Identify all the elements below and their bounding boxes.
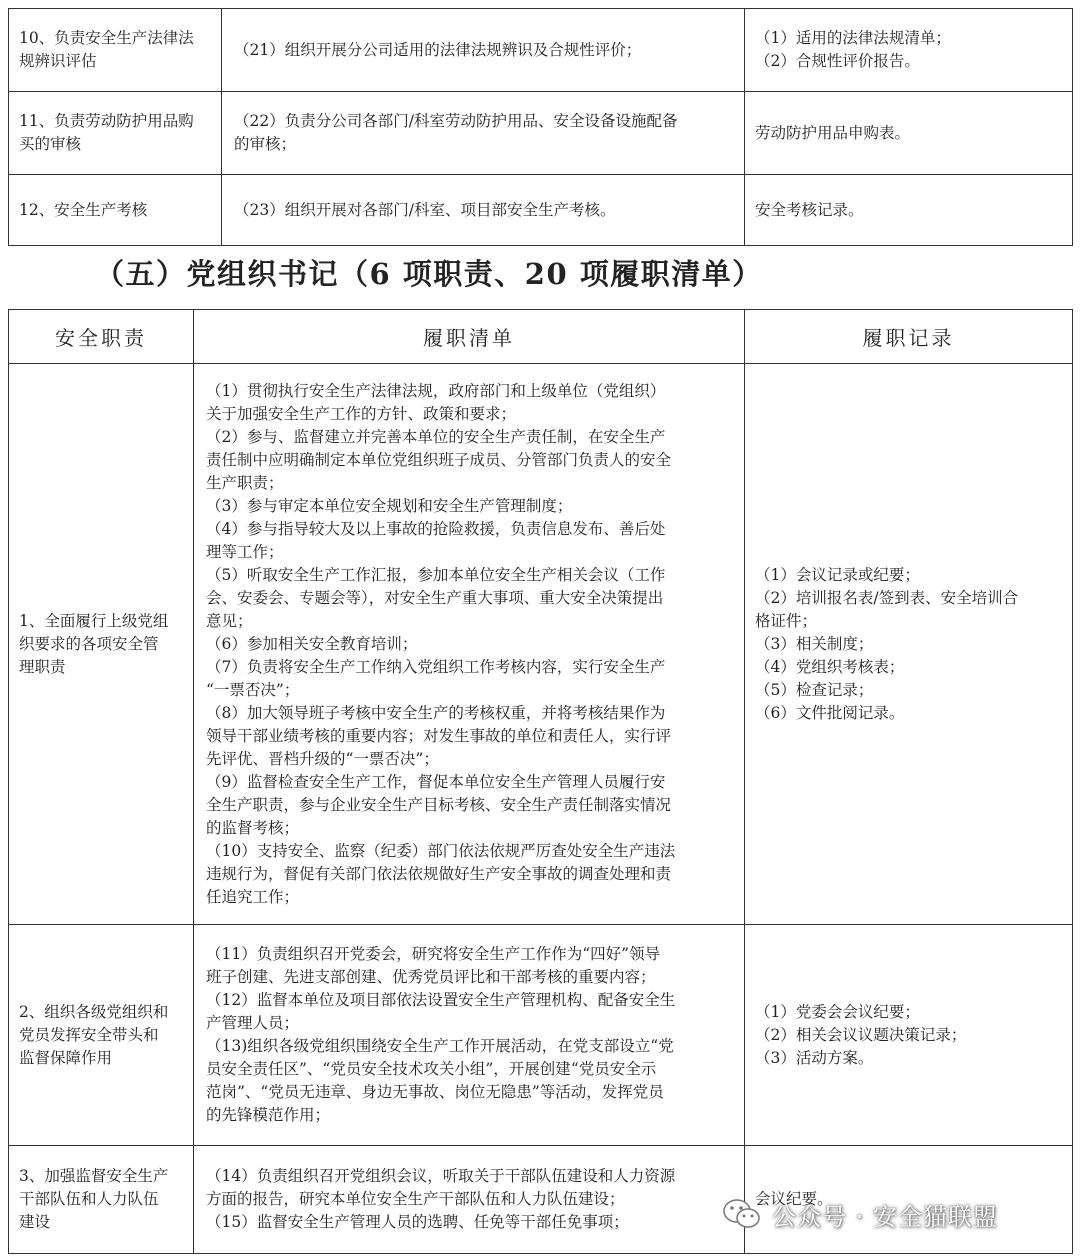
duty-cell: 3、加强监督安全生产 干部队伍和人力队伍 建设 — [9, 1146, 194, 1254]
section-heading: （五）党组织书记（6 项职责、20 项履职清单） — [95, 257, 763, 291]
table-row — [9, 9, 1073, 92]
list-cell: （11）负责组织召开党委会，研究将安全生产工作作为“四好”领导 班子创建、先进支部创建、优秀党员评比和干部考核的重要内容； （12）监督本单位及项目部依法设置安全生产管理机构、配备安全生 产管理人员； （13)组织各级党组织围绕安全生产工作开展活动，在党支部设立“党 员安全责任区”、“党员安全技术攻关小组”，开展创建“党员安全示 范岗”、“党员无违章、身边无事故、岗位无隐患”等活动，发挥党员 的先锋模范作用； — [194, 925, 745, 1146]
wechat-icon — [722, 1197, 762, 1231]
record-cell: （1）会议记录或纪要； （2）培训报名表/签到表、安全培训合 格证件； （3）相关制度； （4）党组织考核表； （5）检查记录； （6）文件批阅记录。 — [745, 364, 1073, 925]
header-duty: 安全职责 — [9, 310, 194, 364]
record-cell: （1）党委会会议纪要； （2）相关会议议题决策记录； （3）活动方案。 — [745, 925, 1073, 1146]
list-cell: （22）负责分公司各部门/科室劳动防护用品、安全设备设施配备 的审核； — [222, 92, 745, 175]
table-row — [9, 364, 1073, 925]
table-row — [9, 925, 1073, 1146]
record-cell: 安全考核记录。 — [745, 175, 1073, 246]
header-list: 履职清单 — [194, 310, 745, 364]
record-cell: 会议纪要。 — [745, 1146, 1073, 1254]
duty-cell: 11、负责劳动防护用品购 买的审核 — [9, 92, 222, 175]
record-cell: 劳动防护用品申购表。 — [745, 92, 1073, 175]
list-cell: （21）组织开展分公司适用的法律法规辨识及合规性评价； — [222, 9, 745, 92]
watermark-text: 公众号 · 安全猫联盟 — [772, 1202, 998, 1231]
table-row — [9, 175, 1073, 246]
list-cell: （14）负责组织召开党组织会议，听取关于干部队伍建设和人力资源 方面的报告，研究本单位安全生产干部队伍和人力队伍建设； （15）监督安全生产管理人员的选聘、任免等干部任免事项； — [194, 1146, 745, 1254]
table-row — [9, 92, 1073, 175]
watermark — [722, 1194, 998, 1234]
record-cell: （1）适用的法律法规清单； （2）合规性评价报告。 — [745, 9, 1073, 92]
list-cell: （1）贯彻执行安全生产法律法规，政府部门和上级单位（党组织） 关于加强安全生产工作的方针、政策和要求； （2）参与、监督建立并完善本单位的安全生产责任制，在安全生产 责任制中应明确制定本单位党组织班子成员、分管部门负责人的安全 生产职责； （3）参与审定本单位安全规划和安全生产管理制度； （4）参与指导较大及以上事故的抢险救援，负责信息发布、善后处 理等工作； （5）听取安全生产工作汇报，参加本单位安全生产相关会议（工作 会、安委会、专题会等），对安全生产重大事项、重大安全决策提出 意见； （6）参加相关安全教育培训； （7）负责将安全生产工作纳入党组织工作考核内容，实行安全生产 “一票否决”； （8）加大领导班子考核中安全生产的考核权重，并将考核结果作为 领导干部业绩考核的重要内容；对发生事故的单位和责任人，实行评 先评优、晋档升级的“一票否决”； （9）监督检查安全生产工作，督促本单位安全生产管理人员履行安 全生产职责，参与企业安全生产目标考核、安全生产责任制落实情况 的监督考核； （10）支持安全、监察（纪委）部门依法依规严厉查处安全生产违法 违规行为，督促有关部门依法依规做好生产安全事故的调查处理和责 任追究工作； — [194, 364, 745, 925]
duty-cell: 2、组织各级党组织和 党员发挥安全带头和 监督保障作用 — [9, 925, 194, 1146]
duty-cell: 10、负责安全生产法律法 规辨识评估 — [9, 9, 222, 92]
duty-cell: 12、安全生产考核 — [9, 175, 222, 246]
table-header-row — [9, 310, 1073, 364]
header-record: 履职记录 — [745, 310, 1073, 364]
list-cell: （23）组织开展对各部门/科室、项目部安全生产考核。 — [222, 175, 745, 246]
party-secretary-duty-table — [8, 309, 1073, 1254]
top-duty-table — [8, 8, 1073, 246]
duty-cell: 1、全面履行上级党组 织要求的各项安全管 理职责 — [9, 364, 194, 925]
